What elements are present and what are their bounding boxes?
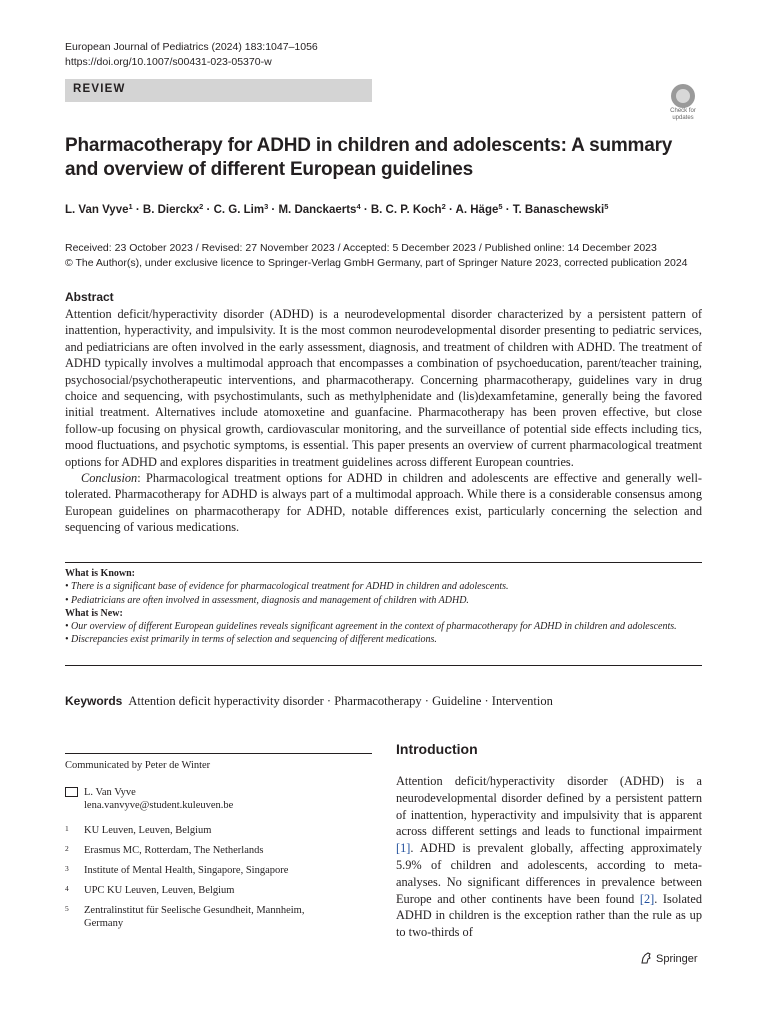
journal-citation: European Journal of Pediatrics (2024) 183:1047–1056: [65, 41, 318, 53]
article-title: Pharmacotherapy for ADHD in children and adolescents: A summary and overview of different European guidelines: [65, 135, 673, 180]
new-item: • Our overview of different European guidelines reveals significant agreement in the context of pharmacotherapy for ADHD in children and adolescents.: [65, 621, 677, 633]
check-updates-icon: [671, 84, 695, 108]
author[interactable]: C. G. Lim$^3$: [213, 202, 269, 216]
abstract-body: [65, 306, 702, 536]
highlights-bottom-rule: [65, 665, 702, 666]
publisher-name: Springer: [656, 953, 698, 965]
footnote-rule: [65, 753, 372, 754]
citation-link[interactable]: [1]: [396, 841, 411, 856]
author[interactable]: M. Danckaerts$^4$: [278, 202, 361, 216]
journal-header: [65, 40, 318, 70]
author[interactable]: L. Van Vyve$^1$: [65, 202, 133, 216]
history-dates: Received: 23 October 2023 / Revised: 27 November 2023 / Accepted: 5 December 2023 / Published online: 14 December 2023: [65, 242, 657, 254]
introduction-body: Attention deficit/hyperactivity disorder (ADHD) is a neurodevelopmental disorder defined by a persistent pattern of inattention, hyperactivity and impulsivity that is apparent across different settings and leads to functional impairment [1]. ADHD is prevalent globally, affecting approximately 5.9% of children and adolescents, according to meta-analyses. No significant differences in prevalence between Europe and other continents have been found [2]. Isolated ADHD in children is the exception rather than the rule as up to two-thirds of: [396, 774, 702, 940]
new-heading: What is New:: [65, 607, 123, 619]
author[interactable]: B. Dierckx$^2$: [142, 202, 204, 216]
check-updates-label: Check for updates: [670, 108, 696, 121]
highlights-box: [65, 567, 702, 647]
known-item: • Pediatricians are often involved in assessment, diagnosis and management of children with ADHD.: [65, 594, 469, 606]
author[interactable]: T. Banaschewski$^5$: [512, 202, 609, 216]
contact-name: L. Van Vyve: [84, 787, 136, 798]
copyright-notice: © The Author(s), under exclusive licence to Springer-Verlag GmbH Germany, part of Springer Nature 2023, corrected publication 2024: [65, 257, 688, 269]
publisher-logo: [640, 952, 698, 965]
keywords-label: Keywords: [65, 694, 123, 708]
known-item: • There is a significant base of evidence for pharmacological treatment for ADHD in children and adolescents.: [65, 581, 509, 593]
conclusion-label: Conclusion: [81, 471, 138, 486]
doi-link[interactable]: https://doi.org/10.1007/s00431-023-05370-w: [65, 56, 272, 68]
known-heading: What is Known:: [65, 568, 136, 579]
keywords-text: Attention deficit hyperactivity disorder · Pharmacotherapy · Guideline · Intervention: [128, 694, 553, 708]
new-item: • Discrepancies exist primarily in terms of selection and sequencing of different medications.: [65, 634, 437, 646]
springer-horse-icon: [640, 952, 652, 964]
introduction-heading: Introduction: [396, 741, 478, 757]
communicated-by: Communicated by Peter de Winter: [65, 760, 211, 771]
abstract-paragraph: Attention deficit/hyperactivity disorder (ADHD) is a neurodevelopmental disorder characterized by a persistent pattern of inattention, hyperactivity, and impulsivity. It is the most common neurodevelopmental disorder presenting to pediatric services, and pediatricians are often involved in the early assessment, diagnosis, and treatment of children with ADHD. The treatment of ADHD typically involves a multimodal approach that encompasses a combination of psychoeducation, parent/teacher training, psychosocial/psychotherapeutic interventions, and pharmacotherapy. Concerning pharmacotherapy, guidelines vary in drug choice and sequencing, with psychostimulants, such as methylphenidate and (lis)dexamfetamine, generally being the favored initial treatment. Alternatives include atomoxetine and guanfacine. Pharmacotherapy has been proven effective, but close follow-up focusing on physical growth, cardiovascular monitoring, and the surveillance of potential side effects including tics, mood fluctuations, and psychotic symptoms, is essential. This paper presents an overview of current pharmacological treatment options for ADHD and explores disparities in treatment guidelines across different European countries.: [65, 307, 702, 469]
citation-link[interactable]: [2]: [639, 891, 655, 906]
contact-email[interactable]: lena.vanvyve@student.kuleuven.be: [84, 800, 234, 811]
abstract-conclusion: Conclusion: Pharmacological treatment options for ADHD in children and adolescents are effective and generally well-tolerated. Pharmacotherapy for ADHD is always part of a multimodal approach. While there is a considerable consensus among European guidelines on pharmacotherapy for ADHD, notable differences exist, particularly concerning the selection and sequencing of various medications.: [65, 471, 702, 535]
highlights-top-rule: [65, 562, 702, 563]
author-list: L. Van Vyve$^1$ · B. Dierckx$^2$ · C. G. Lim$^3$ · M. Danckaerts$^4$ · B. C. P. Koch$^2$ · A. Häge$^5$ · T. Banaschewski$^5$: [65, 202, 609, 216]
article-dates: [65, 241, 745, 271]
author[interactable]: B. C. P. Koch$^2$: [370, 202, 446, 216]
section-label-bar: [65, 79, 372, 102]
abstract-heading: Abstract: [65, 290, 114, 304]
envelope-icon: [65, 787, 78, 797]
keywords: [65, 694, 553, 709]
check-for-updates-badge[interactable]: [664, 84, 702, 124]
author[interactable]: A. Häge$^5$: [455, 202, 503, 216]
section-label: REVIEW: [73, 83, 126, 95]
